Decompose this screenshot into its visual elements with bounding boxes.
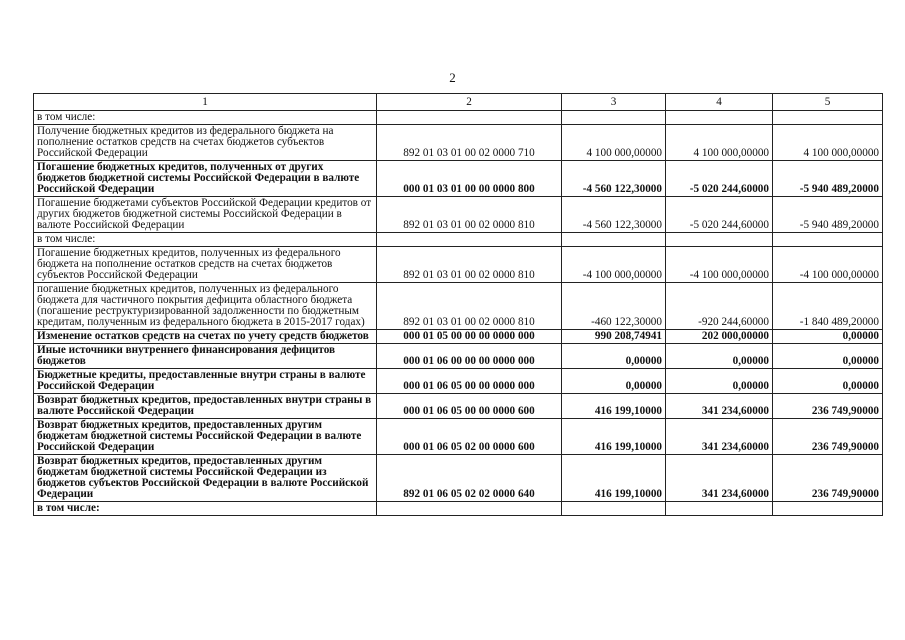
value-cell-col5: -1 840 489,20000 <box>773 283 883 330</box>
budget-code-cell: 000 01 06 05 00 00 0000 600 <box>377 394 562 419</box>
table-row <box>34 161 883 197</box>
budget-code-cell: 000 01 06 00 00 00 0000 000 <box>377 344 562 369</box>
value-cell-col4 <box>666 111 773 125</box>
row-name-cell: Возврат бюджетных кредитов, предоставленных другим бюджетам бюджетной системы Российской Федерации в валюте Российской Федерации <box>34 419 377 455</box>
budget-code-cell: 892 01 03 01 00 02 0000 810 <box>377 283 562 330</box>
value-cell-col3 <box>562 111 666 125</box>
table-row <box>34 111 883 125</box>
value-cell-col5: 0,00000 <box>773 369 883 394</box>
value-cell-col4: 341 234,60000 <box>666 455 773 502</box>
budget-code-cell <box>377 233 562 247</box>
column-header: 3 <box>562 94 666 111</box>
table-row <box>34 502 883 516</box>
value-cell-col5: 4 100 000,00000 <box>773 125 883 161</box>
column-header: 2 <box>377 94 562 111</box>
value-cell-col3: -460 122,30000 <box>562 283 666 330</box>
table-row <box>34 283 883 330</box>
table-row <box>34 197 883 233</box>
row-name-cell: Получение бюджетных кредитов из федерального бюджета на пополнение остатков средств на счетах бюджетов субъектов Российской Федерации <box>34 125 377 161</box>
row-name-cell: в том числе: <box>34 233 377 247</box>
value-cell-col3: 990 208,74941 <box>562 330 666 344</box>
value-cell-col3 <box>562 502 666 516</box>
value-cell-col4 <box>666 502 773 516</box>
value-cell-col5: -4 100 000,00000 <box>773 247 883 283</box>
value-cell-col3: -4 560 122,30000 <box>562 161 666 197</box>
value-cell-col5: 236 749,90000 <box>773 419 883 455</box>
row-name-cell: Возврат бюджетных кредитов, предоставленных другим бюджетам бюджетной системы Российской Федерации из бюджетов субъектов Российской Федерации в валюте Российской Федерации <box>34 455 377 502</box>
value-cell-col5: -5 940 489,20000 <box>773 161 883 197</box>
budget-sources-table <box>33 93 883 516</box>
budget-code-cell <box>377 111 562 125</box>
value-cell-col4: -5 020 244,60000 <box>666 161 773 197</box>
value-cell-col5: 0,00000 <box>773 330 883 344</box>
budget-code-cell: 892 01 03 01 00 02 0000 810 <box>377 247 562 283</box>
row-name-cell: Бюджетные кредиты, предоставленные внутри страны в валюте Российской Федерации <box>34 369 377 394</box>
row-name-cell: Погашение бюджетных кредитов, полученных из федерального бюджета на пополнение остатков средств на счетах бюджетов субъектов Российской Федерации <box>34 247 377 283</box>
row-name-cell: Погашение бюджетами субъектов Российской Федерации кредитов от других бюджетов бюджетной системы Российской Федерации в валюте Российской Федерации <box>34 197 377 233</box>
value-cell-col5: 236 749,90000 <box>773 394 883 419</box>
table-row <box>34 233 883 247</box>
column-header: 5 <box>773 94 883 111</box>
row-name-cell: погашение бюджетных кредитов, полученных из федерального бюджета для частичного покрытия дефицита областного бюджета (погашение реструктуризированной задолженности по бюджетным кредитам, полученным из федерального бюджета в 2015-2017 годах) <box>34 283 377 330</box>
value-cell-col5: 236 749,90000 <box>773 455 883 502</box>
value-cell-col3: -4 100 000,00000 <box>562 247 666 283</box>
value-cell-col3: 4 100 000,00000 <box>562 125 666 161</box>
budget-code-cell: 892 01 06 05 02 02 0000 640 <box>377 455 562 502</box>
table-row <box>34 369 883 394</box>
value-cell-col3: -4 560 122,30000 <box>562 197 666 233</box>
page-number: 2 <box>449 70 456 85</box>
row-name-cell: в том числе: <box>34 502 377 516</box>
budget-code-cell: 892 01 03 01 00 02 0000 810 <box>377 197 562 233</box>
value-cell-col4: -920 244,60000 <box>666 283 773 330</box>
column-header: 4 <box>666 94 773 111</box>
value-cell-col4: 341 234,60000 <box>666 419 773 455</box>
value-cell-col4: 4 100 000,00000 <box>666 125 773 161</box>
value-cell-col5: 0,00000 <box>773 344 883 369</box>
value-cell-col4: 0,00000 <box>666 344 773 369</box>
value-cell-col4: 341 234,60000 <box>666 394 773 419</box>
value-cell-col3: 416 199,10000 <box>562 455 666 502</box>
value-cell-col3: 416 199,10000 <box>562 394 666 419</box>
budget-code-cell: 000 01 03 01 00 00 0000 800 <box>377 161 562 197</box>
value-cell-col5 <box>773 233 883 247</box>
budget-code-cell: 892 01 03 01 00 02 0000 710 <box>377 125 562 161</box>
table-row <box>34 455 883 502</box>
value-cell-col4: 0,00000 <box>666 369 773 394</box>
table-row <box>34 419 883 455</box>
value-cell-col3: 416 199,10000 <box>562 419 666 455</box>
table-row <box>34 247 883 283</box>
table-row <box>34 125 883 161</box>
row-name-cell: Погашение бюджетных кредитов, полученных от других бюджетов бюджетной системы Российской Федерации в валюте Российской Федерации <box>34 161 377 197</box>
table-header-row <box>34 94 883 111</box>
value-cell-col5: -5 940 489,20000 <box>773 197 883 233</box>
value-cell-col4: -5 020 244,60000 <box>666 197 773 233</box>
budget-code-cell: 000 01 05 00 00 00 0000 000 <box>377 330 562 344</box>
value-cell-col3: 0,00000 <box>562 369 666 394</box>
value-cell-col4: -4 100 000,00000 <box>666 247 773 283</box>
value-cell-col3 <box>562 233 666 247</box>
budget-code-cell: 000 01 06 05 00 00 0000 000 <box>377 369 562 394</box>
table-row <box>34 344 883 369</box>
row-name-cell: в том числе: <box>34 111 377 125</box>
table-row <box>34 330 883 344</box>
table-row <box>34 394 883 419</box>
budget-code-cell: 000 01 06 05 02 00 0000 600 <box>377 419 562 455</box>
value-cell-col3: 0,00000 <box>562 344 666 369</box>
value-cell-col4 <box>666 233 773 247</box>
column-header: 1 <box>34 94 377 111</box>
budget-code-cell <box>377 502 562 516</box>
row-name-cell: Возврат бюджетных кредитов, предоставленных внутри страны в валюте Российской Федерации <box>34 394 377 419</box>
row-name-cell: Иные источники внутреннего финансирования дефицитов бюджетов <box>34 344 377 369</box>
value-cell-col5 <box>773 111 883 125</box>
value-cell-col5 <box>773 502 883 516</box>
row-name-cell: Изменение остатков средств на счетах по учету средств бюджетов <box>34 330 377 344</box>
value-cell-col4: 202 000,00000 <box>666 330 773 344</box>
